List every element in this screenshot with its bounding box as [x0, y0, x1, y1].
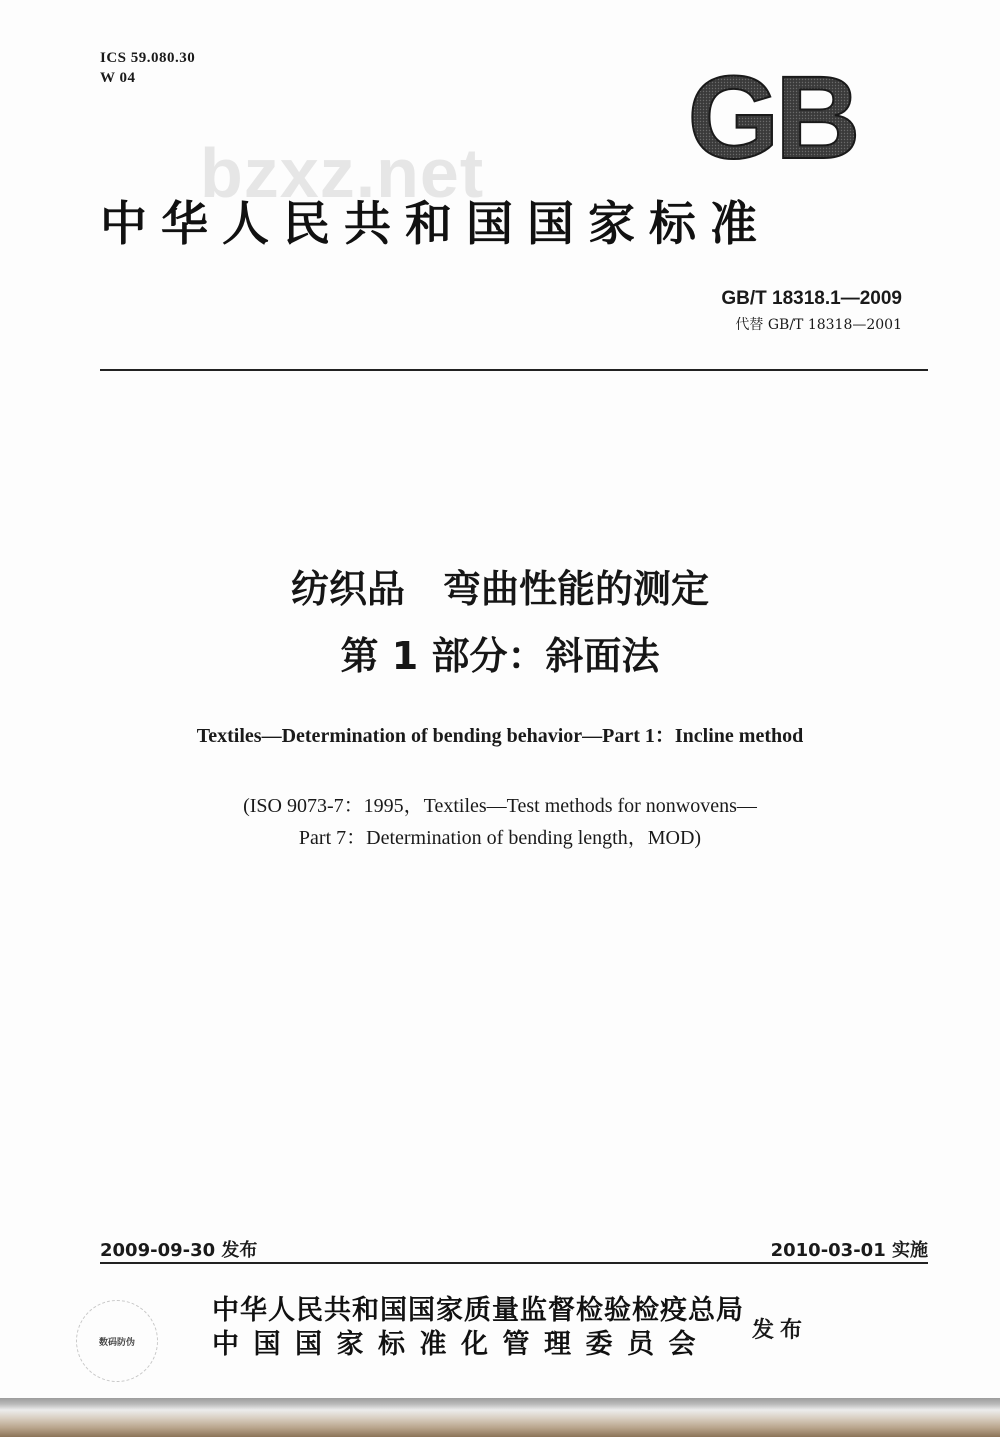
gb-logo-text: GB [687, 66, 857, 170]
ics-code: ICS 59.080.30 [100, 50, 196, 66]
title-cn-line2: 第 1 部分：斜面法 [340, 634, 660, 678]
title-en: Textiles—Determination of bending behavior—Part 1：Incline method [196, 725, 804, 747]
standard-number: GB/T 18318.1—2009 [721, 288, 902, 309]
replaces-standard: 代替 GB/T 18318—2001 [735, 317, 902, 333]
iso-reference-line2: Part 7：Determination of bending length，MOD) [298, 827, 702, 849]
issuer-aqsiq: 中华人民共和国国家质量监督检验检疫总局 [212, 1295, 744, 1326]
anti-counterfeit-stamp [76, 1300, 158, 1382]
iso-reference [0, 790, 1000, 854]
watermark: bzxz.net [200, 134, 485, 212]
ccs-code: W 04 [100, 70, 136, 86]
issuer-block [212, 1294, 744, 1362]
gb-logo [672, 66, 872, 170]
national-standard-title: 中华人民共和国国家标准 [100, 197, 771, 252]
title-cn-line1: 纺织品 弯曲性能的测定 [290, 567, 709, 611]
scan-edge [0, 1398, 1000, 1437]
footer-divider [100, 1262, 928, 1264]
issuer-sac: 中国国家标准化管理委员会 [212, 1329, 710, 1360]
classification-codes [100, 48, 195, 88]
header-divider [100, 369, 928, 371]
publish-label: 发布 [752, 1318, 809, 1343]
stamp-text: 数码防伪 [98, 1337, 135, 1348]
iso-reference-line1: (ISO 9073-7：1995，Textiles—Test methods for nonwovens— [243, 795, 757, 817]
implementation-date: 2010-03-01 实施 [770, 1240, 928, 1261]
issue-date: 2009-09-30 发布 [100, 1240, 258, 1261]
